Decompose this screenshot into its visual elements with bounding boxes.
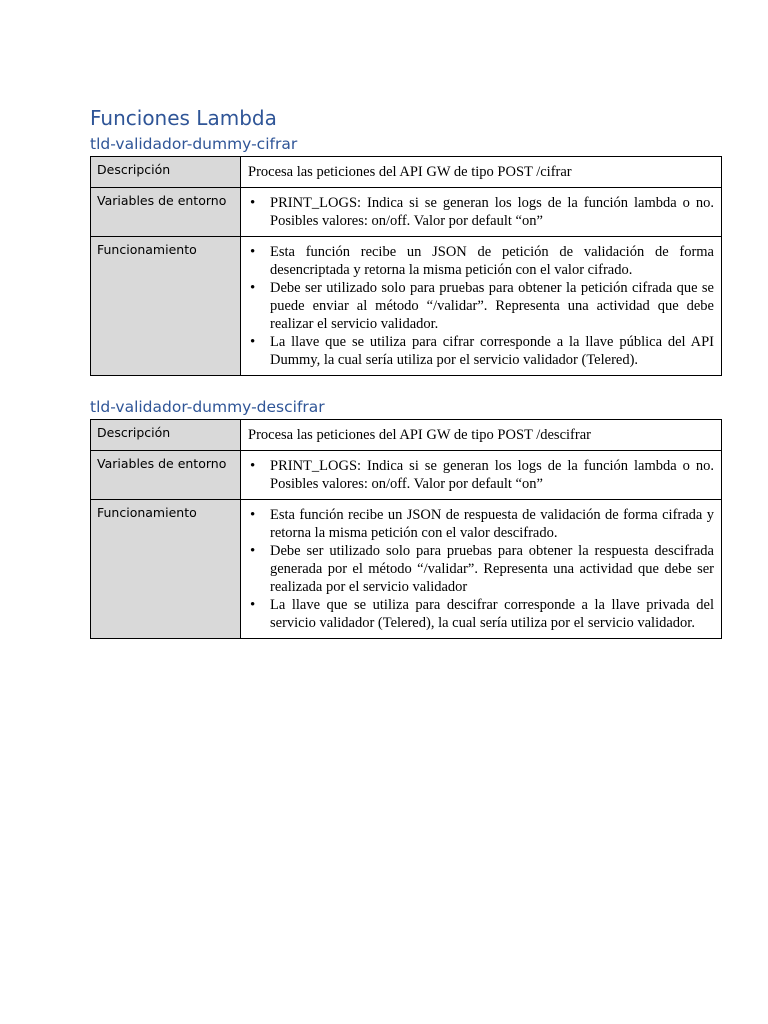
table-row: [91, 188, 722, 237]
row-description: Procesa las peticiones del API GW de tipo POST /cifrar: [241, 157, 722, 188]
section-title-cifrar: tld-validador-dummy-cifrar: [90, 135, 298, 153]
list-item: • Esta función recibe un JSON de petición de validación de forma desencriptada y retorna la misma petición con el valor cifrado.: [248, 243, 714, 279]
row-label: Variables de entorno: [91, 188, 241, 237]
table-row: [91, 500, 722, 639]
table-row: [91, 157, 722, 188]
table-cifrar: [90, 156, 722, 376]
row-label: Descripción: [91, 157, 241, 188]
row-label: Variables de entorno: [91, 451, 241, 500]
list-item: • PRINT_LOGS: Indica si se generan los logs de la función lambda o no. Posibles valores: on/off. Valor por default “on”: [248, 194, 714, 230]
table-descifrar: [90, 419, 722, 639]
row-env-vars: [241, 188, 722, 237]
row-behavior: [241, 237, 722, 376]
bullet-list: [248, 194, 714, 230]
row-label: Funcionamiento: [91, 237, 241, 376]
row-behavior: [241, 500, 722, 639]
list-item: • PRINT_LOGS: Indica si se generan los logs de la función lambda o no. Posibles valores: on/off. Valor por default “on”: [248, 457, 714, 493]
list-item: • La llave que se utiliza para descifrar corresponde a la llave privada del servicio validador (Telered), la cual sería utiliza por el servicio validador.: [248, 596, 714, 632]
page-heading: Funciones Lambda: [90, 106, 277, 130]
list-item: • Debe ser utilizado solo para pruebas para obtener la respuesta descifrada generada por el método “/validar”. Representa una actividad que debe ser realizada por el servicio validador: [248, 542, 714, 596]
list-item: • La llave que se utiliza para cifrar corresponde a la llave pública del API Dummy, la cual sería utiliza por el servicio validador (Telered).: [248, 333, 714, 369]
row-env-vars: [241, 451, 722, 500]
row-description: Procesa las peticiones del API GW de tipo POST /descifrar: [241, 420, 722, 451]
section-title-descifrar: tld-validador-dummy-descifrar: [90, 398, 325, 416]
bullet-list: [248, 457, 714, 493]
row-label: Descripción: [91, 420, 241, 451]
list-item: • Debe ser utilizado solo para pruebas para obtener la petición cifrada que se puede enviar al método “/validar”. Representa una actividad que debe realizar el servicio validador.: [248, 279, 714, 333]
bullet-list: [248, 506, 714, 632]
bullet-list: [248, 243, 714, 369]
table-row: [91, 237, 722, 376]
table-row: [91, 420, 722, 451]
table-row: [91, 451, 722, 500]
row-label: Funcionamiento: [91, 500, 241, 639]
list-item: • Esta función recibe un JSON de respuesta de validación de forma cifrada y retorna la misma petición con el valor descifrado.: [248, 506, 714, 542]
